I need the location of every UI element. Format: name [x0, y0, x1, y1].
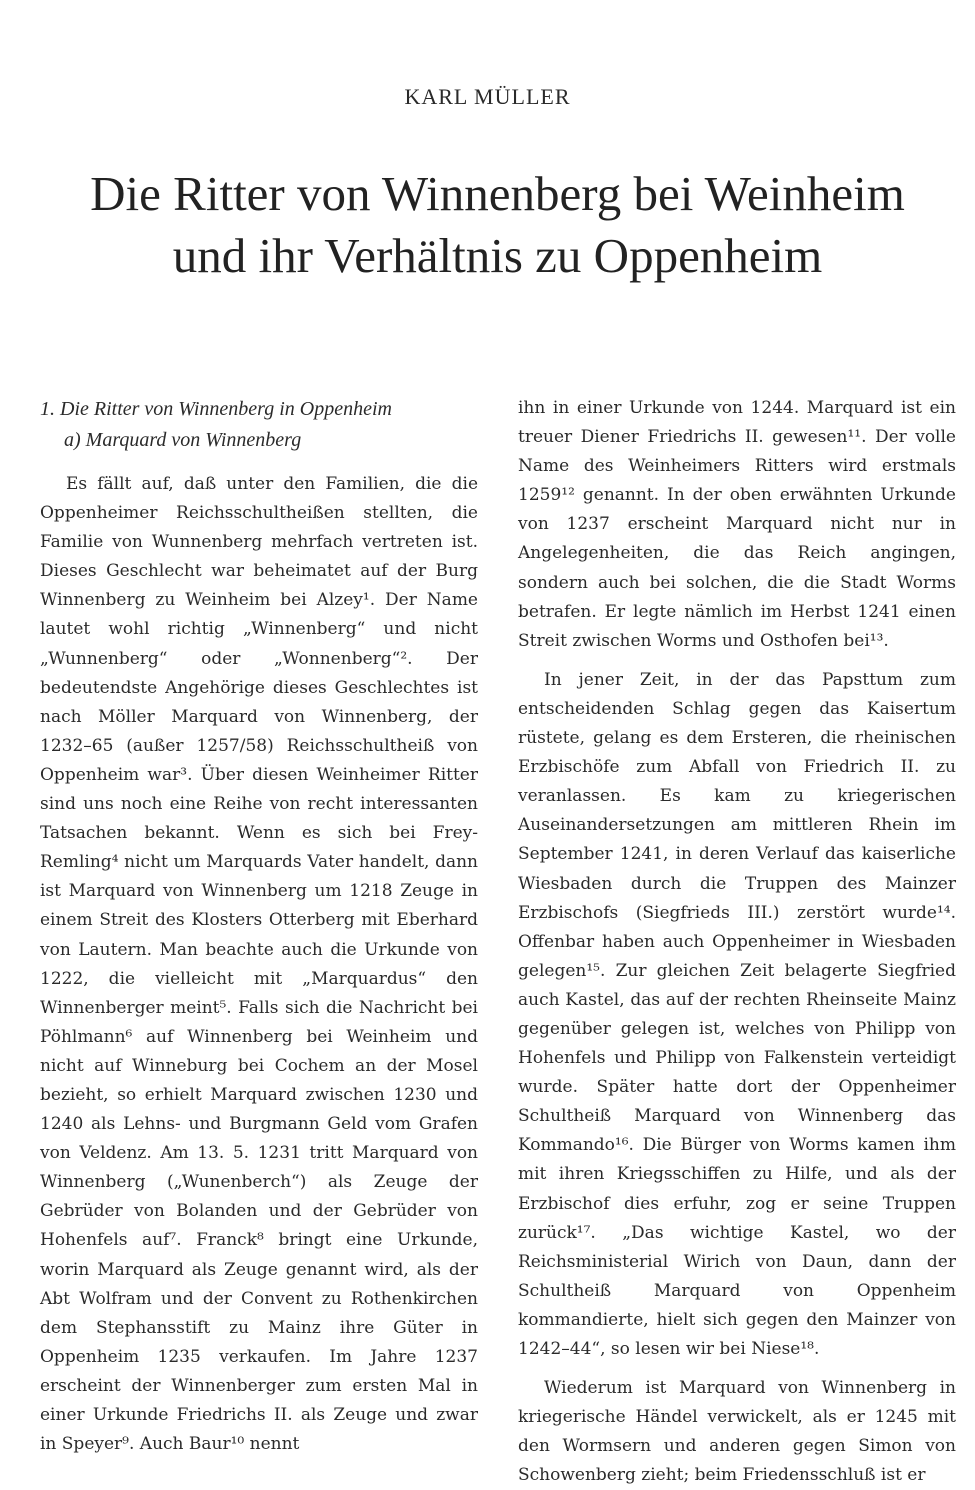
body-paragraph: ihn in einer Urkunde von 1244. Marquard ist ein treuer Diener Friedrichs II. gewesen¹¹. Der volle Name des Weinheimers Ritters wird erstmals 1259¹² genannt. In der oben erwähnten Urkunde von 1237 erscheint Marquard nicht nur in Angelegenheiten, die das Reich angingen, sondern auch bei solchen, die die Stadt Worms betrafen. Er legte nämlich im Herbst 1241 einen Streit zwischen Worms und Osthofen bei¹³.: [518, 398, 956, 651]
article-title: [40, 163, 955, 287]
body-paragraph: Es fällt auf, daß unter den Familien, die die Oppenheimer Reichsschultheißen stellten, die Familie von Wunnenberg mehrfach vertreten ist. Dieses Geschlecht war beheimatet auf der Burg Winnenberg zu Weinheim bei Alzey¹. Der Name lautet wohl richtig „Winnenberg“ und nicht „Wunnenberg“ oder „Wonnenberg“². Der bedeutendste Angehörige dieses Geschlechtes ist nach Möller Marquard von Winnenberg, der 1232–65 (außer 1257/58) Reichsschultheiß von Oppenheim war³. Über diesen Weinheimer Ritter sind uns noch eine Reihe von recht interessanten Tatsachen bekannt. Wenn es sich bei Frey-Remling⁴ nicht um Marquards Vater handelt, dann ist Marquard von Winnenberg um 1218 Zeuge in einem Streit des Klosters Otterberg mit Eberhard von Lautern. Man beachte auch die Urkunde von 1222, die vielleicht mit „Marquardus“ den Winnenberger meint⁵. Falls sich die Nachricht bei Pöhlmann⁶ auf Winnenberg bei Weinheim und nicht auf Winneburg bei Cochem an der Mosel bezieht, so erhielt Marquard zwischen 1230 und 1240 als Lehns- und Burgmann Geld vom Grafen von Veldenz. Am 13. 5. 1231 tritt Marquard von Winnenberg („Wunenberch“) als Zeuge der Gebrüder von Bolanden und der Gebrüder von Hohenfels auf⁷. Franck⁸ bringt eine Urkunde, worin Marquard als Zeuge genannt wird, als der Abt Wolfram und der Convent zu Rothenkirchen dem Stephansstift zu Mainz ihre Güter in Oppenheim 1235 verkaufen. Im Jahre 1237 erscheint der Winnenberger zum ersten Mal in einer Urkunde Friedrichs II. als Zeuge und zwar in Speyer⁹. Auch Baur¹⁰ nennt: [40, 474, 478, 1455]
body-paragraph: In jener Zeit, in der das Papsttum zum entscheidenden Schlag gegen das Kaisertum rüstete, gelang es dem Ersteren, die rheinischen Erzbischöfe zum Abfall von Friedrich II. zu veranlassen. Es kam zu kriegerischen Auseinandersetzungen am mittleren Rhein im September 1241, in deren Verlauf das kaiserliche Wiesbaden durch die Truppen des Mainzer Erzbischofs (Siegfrieds III.) zerstört wurde¹⁴. Offenbar haben auch Oppenheimer in Wiesbaden gelegen¹⁵. Zur gleichen Zeit belagerte Siegfried auch Kastel, das auf der rechten Rheinseite Mainz gegenüber gelegen ist, welches von Philipp von Hohenfels und Philipp von Falkenstein verteidigt wurde. Später hatte dort der Oppenheimer Schultheiß Marquard von Winnenberg das Kommando¹⁶. Die Bürger von Worms kamen ihm mit ihren Kriegsschiffen zu Hilfe, und als der Erzbischof dies erfuhr, zog er seine Truppen zurück¹⁷. „Das wichtige Kastel, wo der Reichsministerial Wirich von Daun, dann der Schultheiß Marquard von Oppenheim kommandierte, hielt sich gegen den Mainzer von 1242–44“, so lesen wir bei Niese¹⁸.: [518, 669, 956, 1359]
author-name: KARL MÜLLER: [404, 84, 571, 109]
right-column: [518, 394, 956, 1490]
body-paragraph: Wiederum ist Marquard von Winnenberg in kriegerische Händel verwickelt, als er 1245 mit den Wormsern und anderen gegen Simon von Schowenberg zieht; beim Friedensschluß ist er: [518, 1378, 956, 1486]
subsection-heading: a) Marquard von Winnenberg: [64, 429, 302, 451]
title-line-1: Die Ritter von Winnenberg bei Weinheim: [90, 166, 905, 221]
title-line-2: und ihr Verhältnis zu Oppenheim: [172, 228, 823, 283]
left-column: [40, 394, 478, 1459]
section-heading: 1. Die Ritter von Winnenberg in Oppenheim: [40, 398, 392, 420]
